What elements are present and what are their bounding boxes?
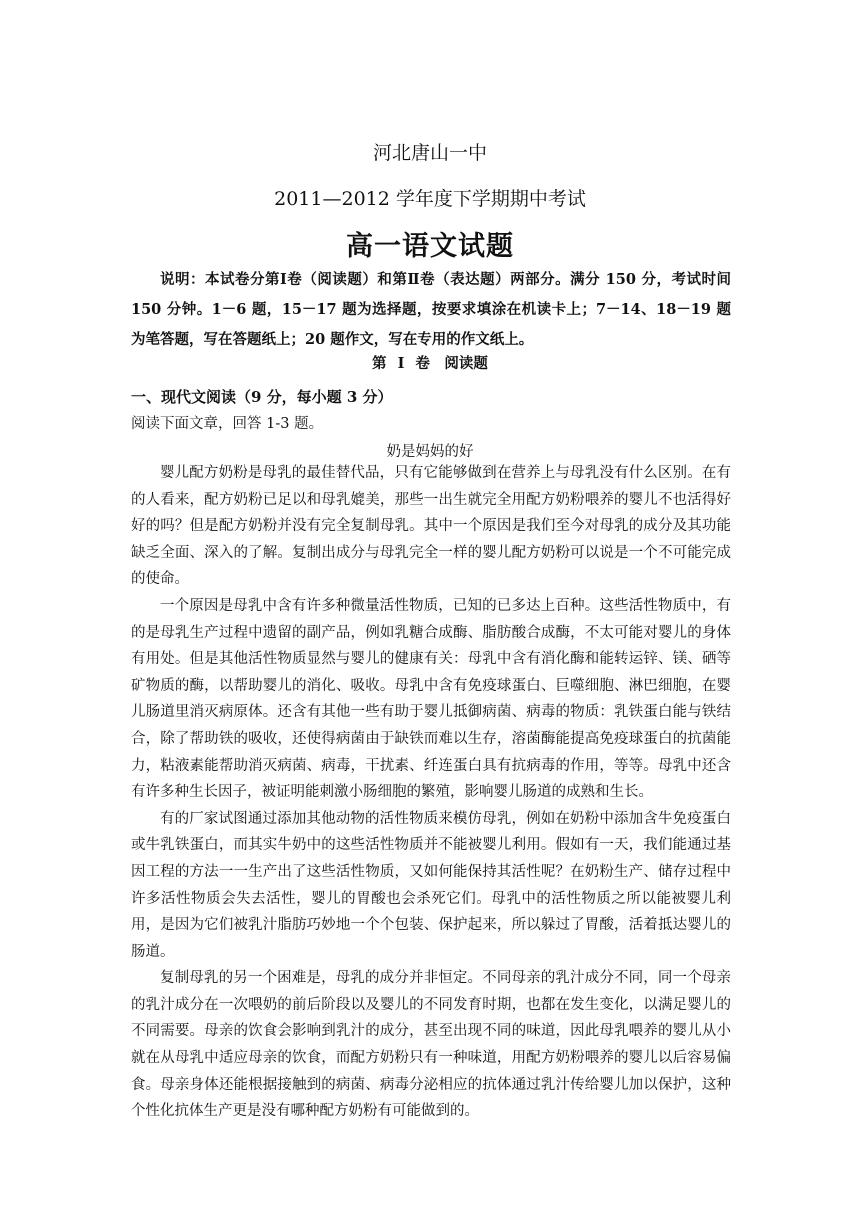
part-heading: 一、现代文阅读（9 分，每小题 3 分） [131,388,393,406]
article-paragraph: 复制母乳的另一个困难是，母乳的成分并非恒定。不同母亲的乳汁成分不同，同一个母亲的乳汁成分在一次喂奶的前后阶段以及婴儿的不同发育时期，也都在发生变化，以满足婴儿的不同需要。母亲的饮食会影响到乳汁的成分，甚至出现不同的味道，因此母乳喂养的婴儿从小就在从母乳中适应母亲的饮食，而配方奶粉只有一种味道，用配方奶粉喂养的婴儿以后容易偏食。母亲身体还能根据接触到的病菌、病毒分泌相应的抗体通过乳汁传给婴儿加以保护，这种个性化抗体生产更是没有哪种配方奶粉有可能做到的。 [131,970,731,1120]
exam-term: 2011—2012 学年度下学期期中考试 [274,188,586,210]
article-body [131,460,731,1125]
section-heading: 第 I 卷 阅读题 [372,355,488,372]
exam-instructions: 说明：本试卷分第Ⅰ卷（阅读题）和第Ⅱ卷（表达题）两部分。满分 150 分，考试时间 150 分钟。1－6 题，15－17 题为选择题，按要求填涂在机读卡上；7－14、18－19 题为笔答题，写在答题纸上；20 题作文，写在专用的作文纸上。 [131,271,731,348]
article-paragraph: 一个原因是母乳中含有许多种微量活性物质，已知的已多达上百种。这些活性物质中，有的是母乳生产过程中遗留的副产品，例如乳糖合成酶、脂肪酸合成酶，不太可能对婴儿的身体有用处。但是其他活性物质显然与婴儿的健康有关：母乳中含有消化酶和能转运锌、镁、硒等矿物质的酶，以帮助婴儿的消化、吸收。母乳中含有免疫球蛋白、巨噬细胞、淋巴细胞，在婴儿肠道里消灭病原体。还含有其他一些有助于婴儿抵御病菌、病毒的物质：乳铁蛋白能与铁结合，除了帮助铁的吸收，还使得病菌由于缺铁而难以生存，溶菌酶能提高免疫球蛋白的抗菌能力，粘液素能帮助消灭病菌、病毒，干扰素、纤连蛋白具有抗病毒的作用，等等。母乳中还含有许多种生长因子，被证明能刺激小肠细胞的繁殖，影响婴儿肠道的成熟和生长。 [131,597,731,801]
page-title: 高一语文试题 [346,231,514,262]
article-paragraph: 有的厂家试图通过添加其他动物的活性物质来模仿母乳，例如在奶粉中添加含牛免疫蛋白或牛乳铁蛋白，而其实牛奶中的这些活性物质并不能被婴儿利用。假如有一天，我们能通过基因工程的方法一一生产出了这些活性物质，又如何能保持其活性呢？在奶粉生产、储存过程中许多活性物质会失去活性，婴儿的胃酸也会杀死它们。母乳中的活性物质之所以能被婴儿利用，是因为它们被乳汁脂肪巧妙地一个个包装、保护起来，所以躲过了胃酸，活着抵达婴儿的肠道。 [131,810,731,960]
article-title: 奶是妈妈的好 [386,444,474,460]
school-name: 河北唐山一中 [372,142,487,164]
article-paragraph: 婴儿配方奶粉是母乳的最佳替代品，只有它能够做到在营养上与母乳没有什么区别。在有的人看来，配方奶粉已足以和母乳媲美，那些一出生就完全用配方奶粉喂养的婴儿不也活得好好的吗？但是配方奶粉并没有完全复制母乳。其中一个原因是我们至今对母乳的成分及其功能缺乏全面、深入的了解。复制出成分与母乳完全一样的婴儿配方奶粉可以说是一个不可能完成的使命。 [131,465,731,588]
reading-directions: 阅读下面文章，回答 1-3 题。 [131,416,324,432]
